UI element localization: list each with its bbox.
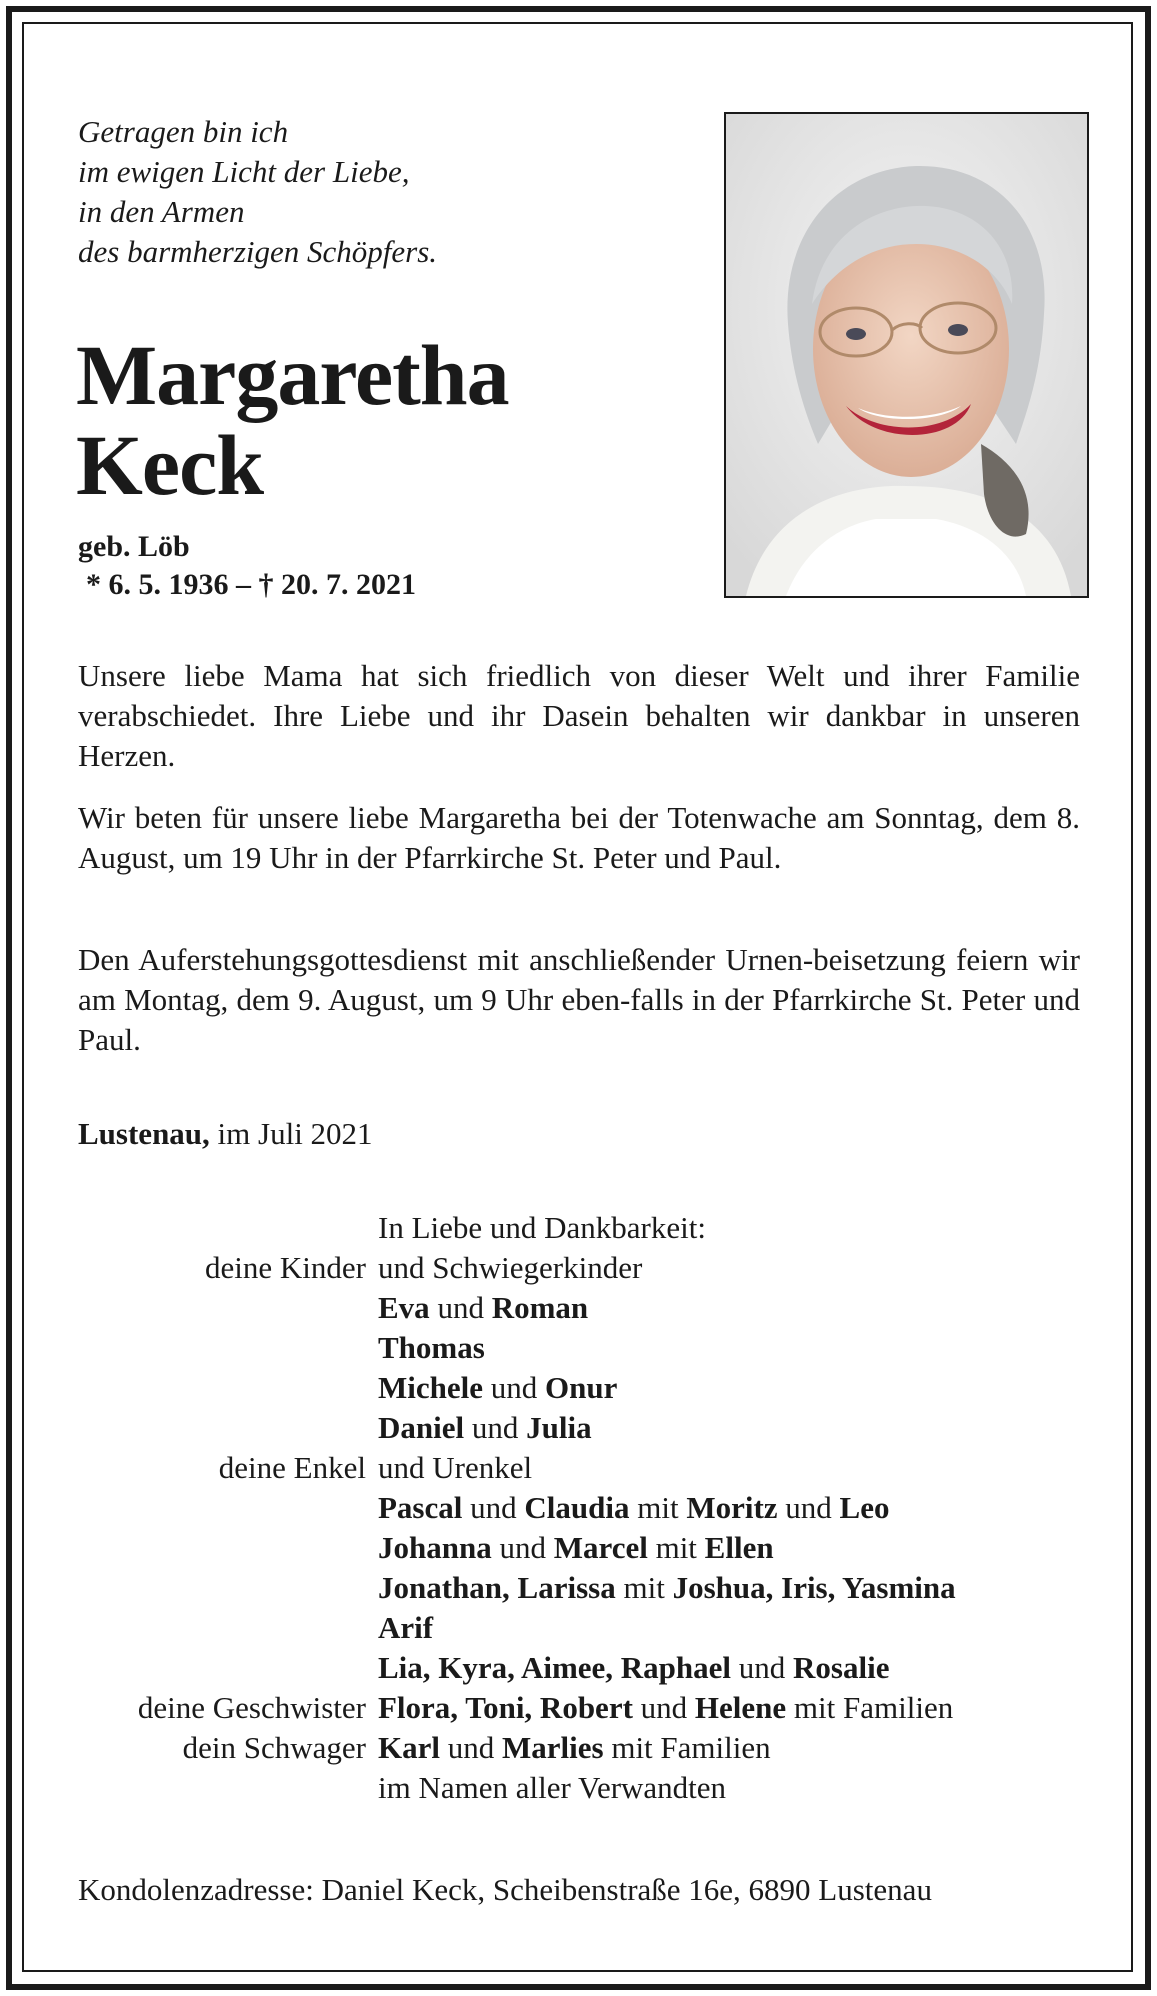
mourner-line: Arif (378, 1610, 434, 1645)
motto-line: im ewigen Licht der Liebe, (78, 154, 410, 189)
condolence-address: Kondolenzadresse: Daniel Keck, Scheibenstraße 16e, 6890 Lustenau (78, 1872, 932, 1907)
mourners-list (0, 1208, 1157, 1808)
date: im Juli 2021 (217, 1116, 373, 1151)
mourner-line: Daniel und Julia (378, 1410, 592, 1445)
relation-intro: und Urenkel (378, 1450, 533, 1485)
mourner-line: Jonathan, Larissa mit Joshua, Iris, Yasmina (378, 1570, 956, 1605)
mourner-line: Lia, Kyra, Aimee, Raphael und Rosalie (378, 1650, 890, 1685)
closing-line: im Namen aller Verwandten (378, 1770, 727, 1805)
last-name: Keck (76, 417, 264, 513)
relation-intro: und Schwiegerkinder (378, 1250, 643, 1285)
first-name: Margaretha (76, 327, 509, 423)
mourner-line: Flora, Toni, Robert und Helene mit Familien (378, 1690, 954, 1725)
mourner-line: Karl und Marlies mit Familien (378, 1730, 771, 1765)
relation-label: deine Kinder (205, 1250, 366, 1285)
relation-label: dein Schwager (182, 1730, 366, 1765)
relation-label: deine Enkel (218, 1450, 366, 1485)
mourner-line: Johanna und Marcel mit Ellen (378, 1530, 774, 1565)
mourner-line: Michele und Onur (378, 1370, 618, 1405)
place-date (78, 1114, 373, 1154)
motto-line: des barmherzigen Schöpfers. (78, 234, 438, 269)
birth-name: geb. Löb (78, 530, 190, 563)
mourner-line: Pascal und Claudia mit Moritz und Leo (378, 1490, 890, 1525)
mourner-line: Thomas (378, 1330, 485, 1365)
portrait-photo (724, 112, 1089, 598)
place: Lustenau, (78, 1116, 210, 1151)
family-heading: In Liebe und Dankbarkeit: (378, 1210, 706, 1245)
motto-line: in den Armen (78, 194, 245, 229)
relation-label: deine Geschwister (137, 1690, 366, 1725)
motto-verse (78, 112, 437, 272)
funeral-paragraph: Den Auferstehungsgottesdienst mit anschließender Urnen-beisetzung feiern wir am Montag, dem 9. August, um 9 Uhr eben-falls in der Pfarrkirche St. Peter und Paul. (78, 942, 1080, 1057)
motto-line: Getragen bin ich (78, 114, 289, 149)
portrait-illustration (726, 114, 1087, 596)
vigil-paragraph: Wir beten für unsere liebe Margaretha bei der Totenwache am Sonntag, dem 8. August, um 19 Uhr in der Pfarrkirche St. Peter und Paul. (78, 800, 1080, 875)
announcement-paragraph: Unsere liebe Mama hat sich friedlich von dieser Welt und ihrer Familie verabschiedet. Ihre Liebe und ihr Dasein behalten wir dankbar in unseren Herzen. (78, 658, 1080, 773)
mourner-line: Eva und Roman (378, 1290, 589, 1325)
life-dates: * 6. 5. 1936 – † 20. 7. 2021 (86, 568, 416, 601)
deceased-name (76, 327, 509, 513)
